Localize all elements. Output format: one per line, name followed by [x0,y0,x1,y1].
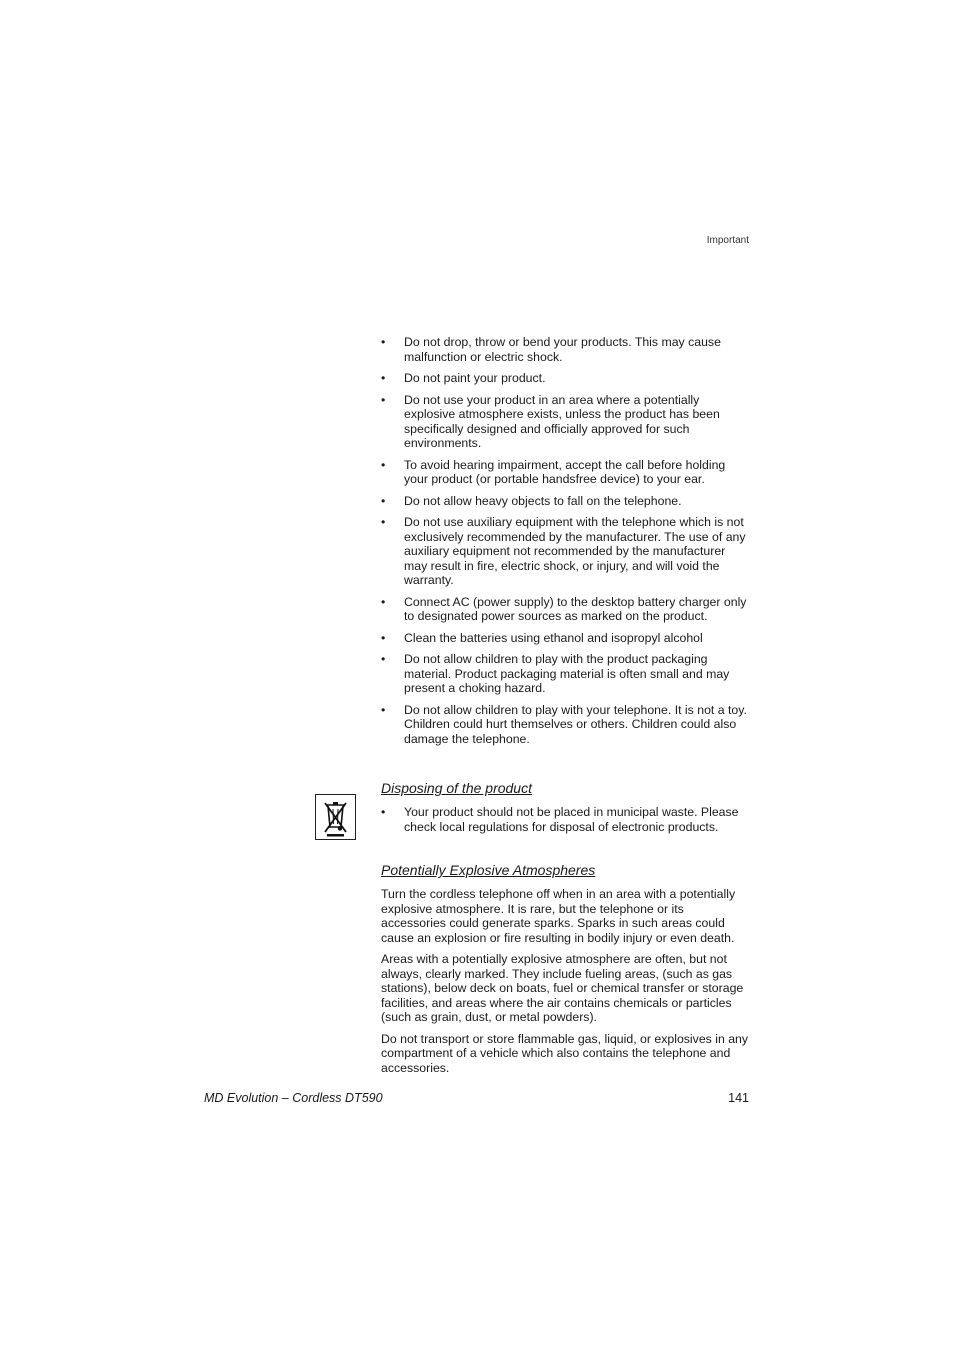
safety-list [381,335,751,746]
list-item: • Do not use your product in an area where a potentially explosive atmosphere exists, unless the product has been specifically designed and officially approved for such environments. [381,392,720,450]
list-item-text: Do not paint your product. [404,371,546,385]
list-item: • Do not allow children to play with your telephone. It is not a toy. Children could hurt themselves or others. Children could also damage the telephone. [381,702,747,746]
explosive-heading: Potentially Explosive Atmospheres [381,862,596,878]
list-item: • Connect AC (power supply) to the desktop battery charger only to designated power sources as marked on the product. [381,594,747,623]
list-item-text: Do not allow children to play with your telephone. It is not a toy. Children could hurt themselves or others. Children could also damage the telephone. [404,702,747,746]
list-item-text: Your product should not be placed in municipal waste. Please check local regulations for disposal of electronic products. [404,805,739,834]
disposing-heading: Disposing of the product [381,780,532,796]
disposing-list [381,805,751,834]
list-item-text: Do not use auxiliary equipment with the telephone which is not exclusively recommended by the manufacturer. The use of any auxiliary equipment not recommended by the manufacturer may result in fire, electric shock, or injury, and will void the warranty. [404,515,746,587]
running-header: Important [706,235,749,246]
list-item-text: Do not use your product in an area where a potentially explosive atmosphere exists, unless the product has been specifically designed and officially approved for such environments. [404,392,720,450]
list-item-text: Clean the batteries using ethanol and isopropyl alcohol [404,630,703,645]
list-item-text: To avoid hearing impairment, accept the call before holding your product (or portable handsfree device) to your ear. [404,457,726,486]
list-item-text: Do not allow heavy objects to fall on the telephone. [404,493,682,508]
list-item: • Your product should not be placed in municipal waste. Please check local regulations for disposal of electronic products. [381,805,739,834]
list-item: • Do not drop, throw or bend your products. This may cause malfunction or electric shock. [381,335,721,364]
list-item: • Clean the batteries using ethanol and isopropyl alcohol [381,630,703,645]
paragraph: Areas with a potentially explosive atmosphere are often, but not always, clearly marked. They include fueling areas, (such as gas stations), below deck on boats, fuel or chemical transfer or storage facilities, and areas where the air contains chemicals or particles (such as grain, dust, or metal powders). [381,952,744,1024]
list-item-text: Do not drop, throw or bend your products. This may cause malfunction or electric shock. [404,335,721,364]
footer-document-title: MD Evolution – Cordless DT590 [204,1091,383,1105]
list-item: • Do not allow heavy objects to fall on the telephone. [381,493,682,508]
list-item: • Do not allow children to play with the product packaging material. Product packaging material is often small and may present a choking hazard. [381,652,730,695]
list-item-text: Do not allow children to play with the product packaging material. Product packaging material is often small and may present a choking hazard. [404,652,730,695]
list-item: • Do not paint your product. [381,371,546,385]
paragraph: Turn the cordless telephone off when in an area with a potentially explosive atmosphere. It is rare, but the telephone or its accessories could generate sparks. Sparks in such areas could cause an explosion or fire resulting in bodily injury or even death. [381,887,736,945]
list-item: • Do not use auxiliary equipment with the telephone which is not exclusively recommended by the manufacturer. The use of any auxiliary equipment not recommended by the manufacturer may result in fire, electric shock, or injury, and will void the warranty. [381,515,746,587]
list-item: • To avoid hearing impairment, accept the call before holding your product (or portable handsfree device) to your ear. [381,457,726,486]
crossed-out-wheelie-bin-icon [315,794,356,840]
paragraph: Do not transport or store flammable gas, liquid, or explosives in any compartment of a vehicle which also contains the telephone and accessories. [381,1031,749,1075]
page-number: 141 [728,1091,749,1105]
page-content [381,335,751,1082]
list-item-text: Connect AC (power supply) to the desktop battery charger only to designated power sources as marked on the product. [404,594,747,623]
